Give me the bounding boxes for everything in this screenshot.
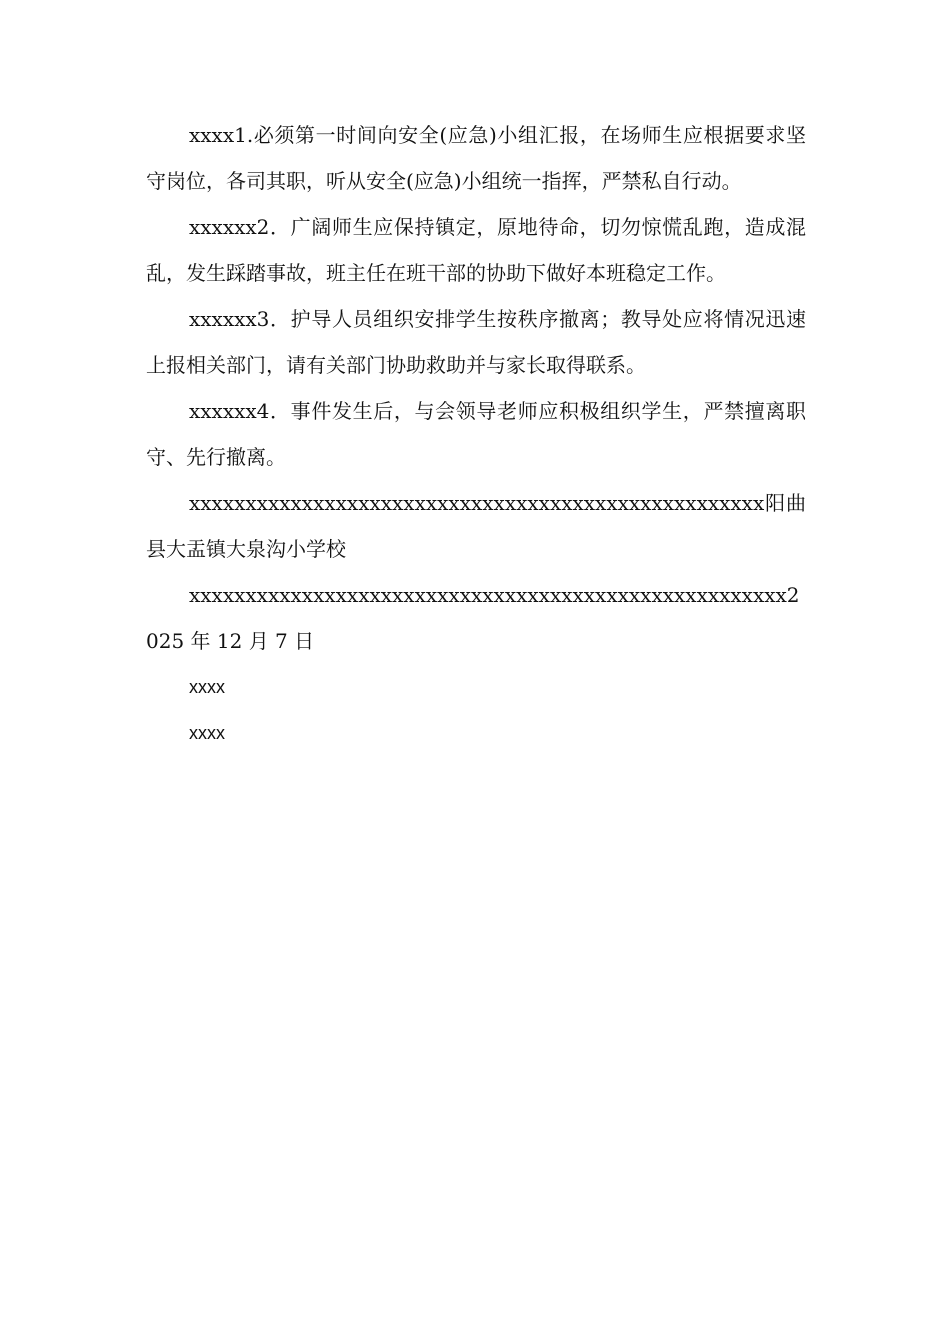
trailing-text-1: xxxx: [189, 677, 225, 697]
paragraph-1: xxxx1.必须第一时间向安全(应急)小组汇报，在场师生应根据要求坚守岗位，各司其职，听从安全(应急)小组统一指挥，严禁私自行动。: [146, 123, 806, 193]
paragraph-2: xxxxxx2．广阔师生应保持镇定，原地待命，切勿惊慌乱跑，造成混乱，发生踩踏事故，班主任在班干部的协助下做好本班稳定工作。: [146, 215, 806, 285]
document-page: [146, 112, 806, 756]
date-line: xxxxxxxxxxxxxxxxxxxxxxxxxxxxxxxxxxxxxxxxxxxxxxxxxxxxx2025 年 12 月 7 日: [146, 583, 800, 653]
signature-line: xxxxxxxxxxxxxxxxxxxxxxxxxxxxxxxxxxxxxxxxxxxxxxxxxxx阳曲县大盂镇大泉沟小学校: [146, 491, 806, 561]
paragraph-4: xxxxxx4．事件发生后，与会领导老师应积极组织学生，严禁擅离职守、先行撤离。: [146, 399, 806, 469]
trailing-text-2: xxxx: [189, 723, 225, 743]
paragraph-3: xxxxxx3．护导人员组织安排学生按秩序撤离；教导处应将情况迅速上报相关部门，请有关部门协助救助并与家长取得联系。: [146, 307, 806, 377]
